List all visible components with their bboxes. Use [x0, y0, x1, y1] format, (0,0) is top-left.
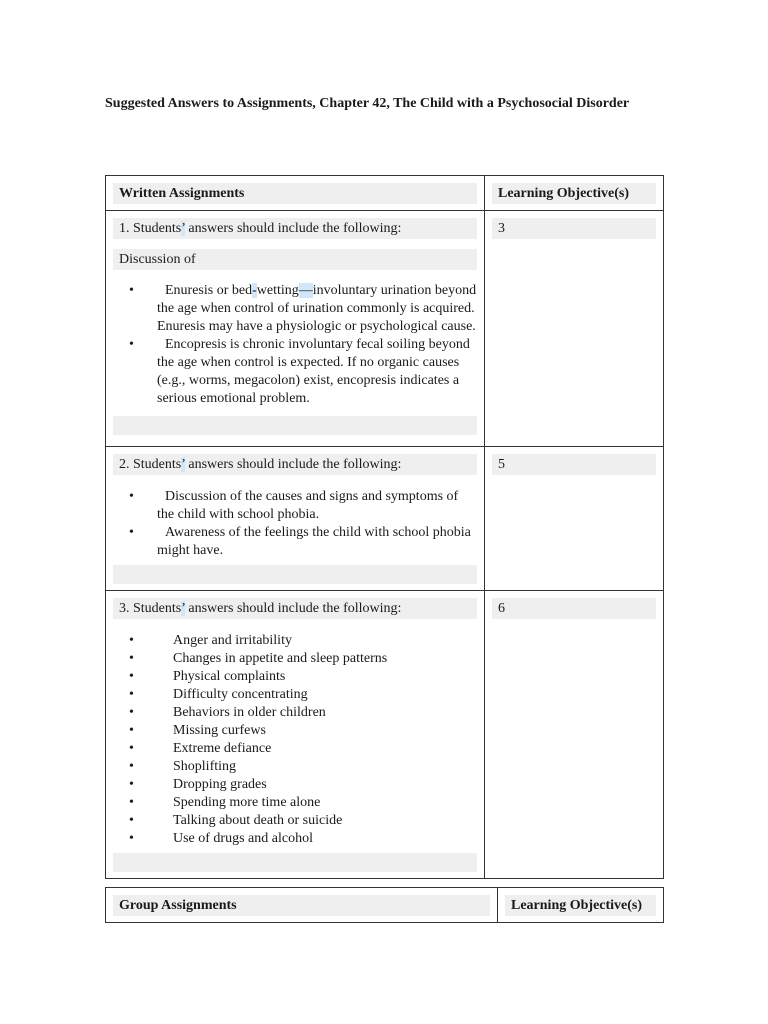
list-item: • Behaviors in older children: [113, 704, 477, 722]
answer-list: [113, 632, 477, 848]
shaded-bar: [113, 565, 477, 584]
list-item: • Missing curfews: [113, 722, 477, 740]
list-item: • Awareness of the feelings the child with school phobia might have.: [113, 524, 477, 560]
table-row: [106, 447, 664, 591]
table-header-row: [106, 888, 664, 923]
answer-list: [113, 488, 477, 560]
list-item: • Dropping grades: [113, 776, 477, 794]
table-row: [106, 591, 664, 879]
learning-objective: 5: [492, 454, 656, 475]
list-item: • Difficulty concentrating: [113, 686, 477, 704]
answer-list: [113, 282, 477, 408]
list-item: • Shoplifting: [113, 758, 477, 776]
table-header-row: [106, 176, 664, 211]
list-item: • Encopresis is chronic involuntary fecal soiling beyond the age when control is expected. If no organic causes (e.g., worms, megacolon) exist, encopresis indicates a serious emotional problem.: [113, 336, 477, 408]
row-intro: 3. Students’ answers should include the following:: [113, 598, 477, 619]
table-row: [106, 211, 664, 447]
list-item: • Extreme defiance: [113, 740, 477, 758]
row-intro: 1. Students’ answers should include the following:: [113, 218, 477, 239]
learning-objective: 6: [492, 598, 656, 619]
group-assignments-table: [105, 887, 664, 923]
list-item: • Discussion of the causes and signs and symptoms of the child with school phobia.: [113, 488, 477, 524]
page-title: Suggested Answers to Assignments, Chapter 42, The Child with a Psychosocial Disorder: [105, 96, 630, 111]
list-item: • Spending more time alone: [113, 794, 477, 812]
list-item: • Physical complaints: [113, 668, 477, 686]
row-intro: 2. Students’ answers should include the following:: [113, 454, 477, 475]
learning-objectives-header: Learning Objective(s): [492, 183, 656, 204]
discussion-label: Discussion of: [113, 249, 477, 270]
written-assignments-header: Written Assignments: [113, 183, 477, 204]
written-assignments-table: [105, 175, 664, 879]
list-item: • Anger and irritability: [113, 632, 477, 650]
shaded-bar: [113, 853, 477, 872]
learning-objectives-header: Learning Objective(s): [505, 895, 656, 916]
list-item: • Enuresis or bed-wetting—involuntary urination beyond the age when control of urination commonly is acquired. Enuresis may have a physiologic or psychological cause.: [113, 282, 477, 336]
shaded-bar: [113, 416, 477, 435]
list-item: • Changes in appetite and sleep patterns: [113, 650, 477, 668]
group-assignments-header: Group Assignments: [113, 895, 490, 916]
list-item: • Talking about death or suicide: [113, 812, 477, 830]
learning-objective: 3: [492, 218, 656, 239]
list-item: • Use of drugs and alcohol: [113, 830, 477, 848]
